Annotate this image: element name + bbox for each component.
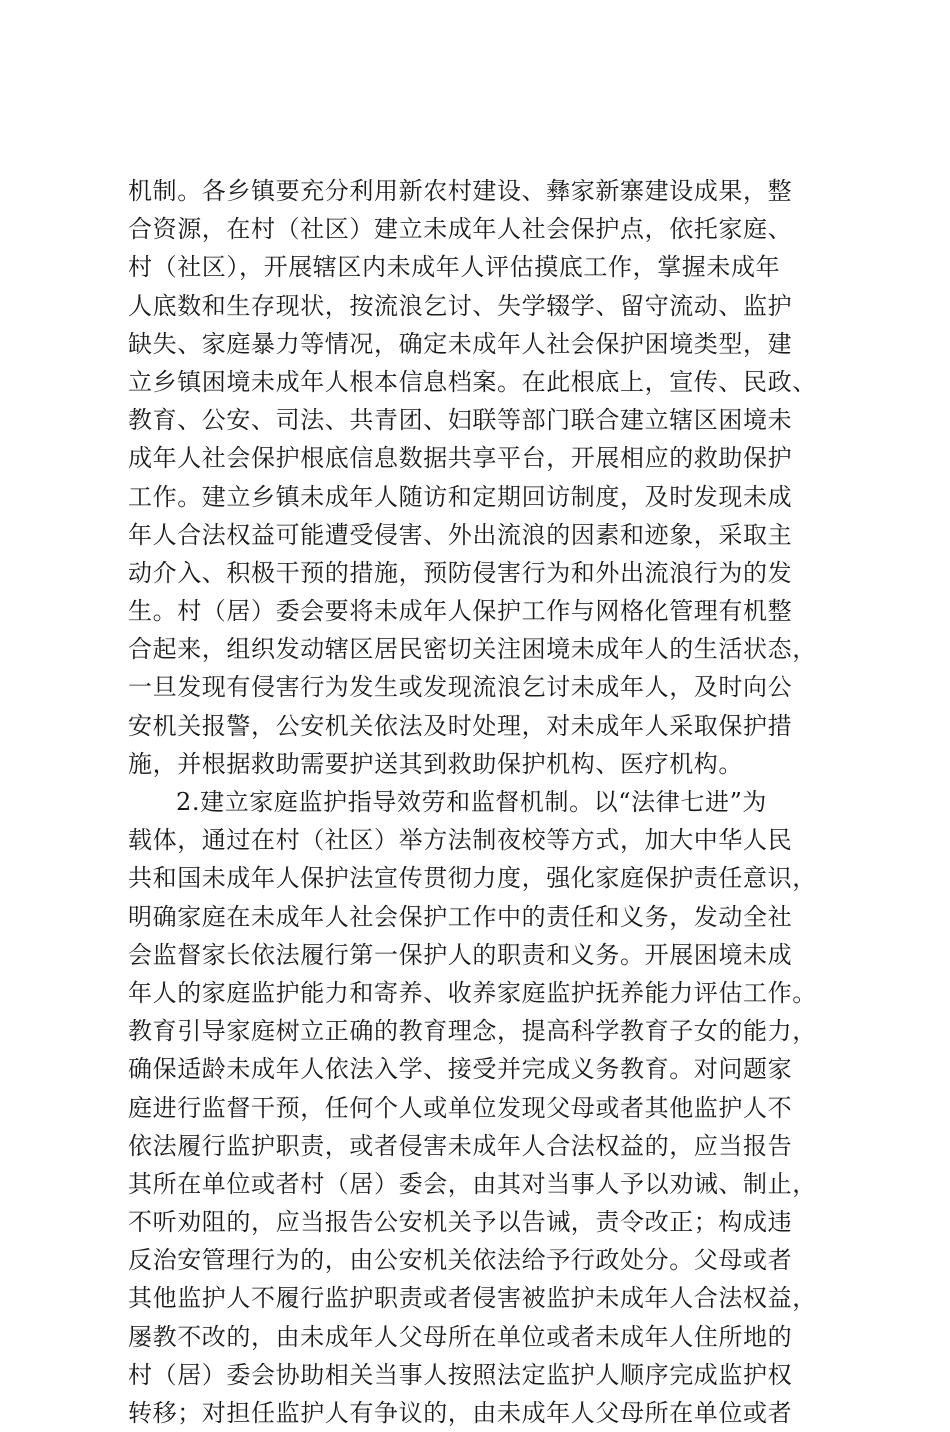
text-line: 动介入、积极干预的措施，预防侵害行为和外出流浪行为的发: [128, 558, 793, 587]
text-line: 屡教不改的，由未成年人父母所在单位或者未成年人住所地的: [128, 1322, 793, 1351]
text-line: 其所在单位或者村（居）委会，由其对当事人予以劝诫、制止，: [128, 1169, 817, 1198]
text-line: 会监督家长依法履行第一保护人的职责和义务。开展困境未成: [128, 940, 793, 969]
text-line: 工作。建立乡镇未成年人随访和定期回访制度，及时发现未成: [128, 482, 793, 511]
text-line: 年人的家庭监护能力和寄养、收养家庭监护抚养能力评估工作。: [128, 978, 817, 1007]
text-line: 转移；对担任监护人有争议的，由未成年人父母所在单位或者: [128, 1399, 793, 1427]
text-line: 成年人社会保护根底信息数据共享平台，开展相应的救助保护: [128, 444, 793, 473]
text-line: 教育引导家庭树立正确的教育理念，提高科学教育子女的能力，: [128, 1017, 817, 1046]
text-line: 缺失、家庭暴力等情况，确定未成年人社会保护困境类型，建: [128, 329, 793, 358]
text-line: 一旦发现有侵害行为发生或发现流浪乞讨未成年人，及时向公: [128, 673, 793, 702]
text-line: 立乡镇困境未成年人根本信息档案。在此根底上，宣传、民政、: [128, 367, 817, 396]
text-line: 不听劝阻的，应当报告公安机关予以告诫，责令改正；构成违: [128, 1208, 793, 1237]
text-line: 反治安管理行为的，由公安机关依法给予行政处分。父母或者: [128, 1246, 793, 1275]
body-text: [128, 172, 828, 1432]
text-line: 施，并根据救助需要护送其到救助保护机构、医疗机构。: [128, 749, 743, 778]
text-line: 其他监护人不履行监护职责或者侵害被监护未成年人合法权益，: [128, 1284, 817, 1313]
text-line: 共和国未成年人保护法宣传贯彻力度，强化家庭保护责任意识，: [128, 864, 817, 893]
text-line: 庭进行监督干预，任何个人或单位发现父母或者其他监护人不: [128, 1093, 793, 1122]
text-line: 年人合法权益可能遭受侵害、外出流浪的因素和迹象，采取主: [128, 520, 793, 549]
text-line: 依法履行监护职责，或者侵害未成年人合法权益的，应当报告: [128, 1131, 793, 1160]
text-line-indented: 2.建立家庭监护指导效劳和监督机制。以“法律七进”为: [176, 788, 768, 816]
text-line: 人底数和生存现状，按流浪乞讨、失学辍学、留守流动、监护: [128, 291, 793, 320]
text-line: 村（社区），开展辖区内未成年人评估摸底工作，掌握未成年: [128, 253, 781, 282]
text-line: 机制。各乡镇要充分利用新农村建设、彝家新寨建设成果，整: [128, 177, 793, 205]
text-line: 确保适龄未成年人依法入学、接受并完成义务教育。对问题家: [128, 1055, 793, 1084]
text-line: 载体，通过在村（社区）举方法制夜校等方式，加大中华人民: [128, 826, 793, 855]
text-line: 教育、公安、司法、共青团、妇联等部门联合建立辖区困境未: [128, 406, 793, 435]
text-line: 村（居）委会协助相关当事人按照法定监护人顺序完成监护权: [128, 1360, 793, 1389]
text-line: 安机关报警，公安机关依法及时处理，对未成年人采取保护措: [128, 711, 793, 740]
text-line: 合起来，组织发动辖区居民密切关注困境未成年人的生活状态，: [128, 635, 817, 664]
text-line: 明确家庭在未成年人社会保护工作中的责任和义务，发动全社: [128, 902, 793, 931]
text-line: 生。村（居）委会要将未成年人保护工作与网格化管理有机整: [128, 597, 793, 626]
text-line: 合资源，在村（社区）建立未成年人社会保护点，依托家庭、: [128, 215, 793, 244]
